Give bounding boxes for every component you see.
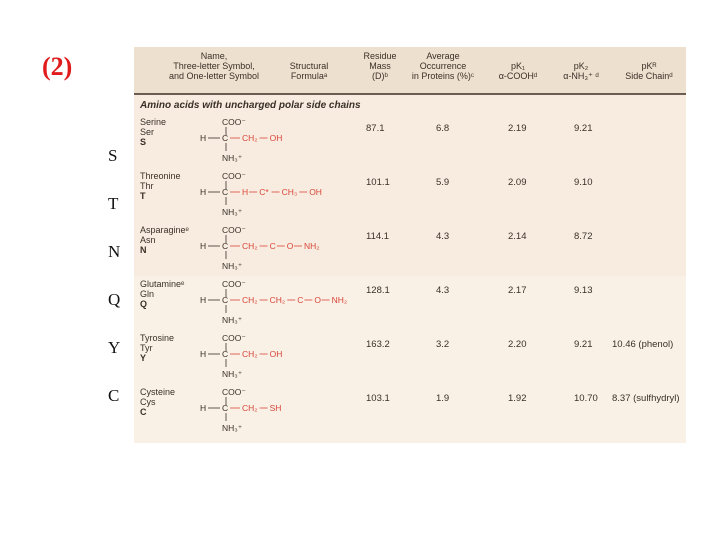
amino-group: NH₃⁺ [222, 315, 243, 325]
amino-acid-name [140, 225, 189, 255]
side-chain-atom: NH₂ [304, 241, 320, 251]
header-formula: Structural Formulaᵃ [289, 61, 329, 81]
full-name: Glutamineᵉ [140, 279, 185, 289]
pk2-value: 10.70 [574, 393, 598, 404]
side-chain-atom: OH [269, 349, 283, 359]
side-chain-atom: CH₂ [242, 241, 258, 251]
three-letter-symbol: Thr [140, 181, 154, 191]
one-letter-symbol: N [140, 245, 147, 255]
side-letter-s: S [108, 146, 118, 165]
side-chain-atom: C [269, 241, 276, 251]
structural-formula [200, 333, 350, 385]
table-row [134, 117, 686, 169]
side-letter-y: Y [108, 338, 121, 357]
amino-acid-table [134, 47, 686, 443]
side-chain-atom: OH [269, 133, 283, 143]
pk2-value: 9.21 [574, 123, 593, 134]
structural-formula [200, 171, 350, 223]
residue-mass: 128.1 [366, 285, 390, 296]
three-letter-symbol: Asn [140, 235, 156, 245]
side-chain-atom: CH₂ [242, 403, 258, 413]
average-occurrence: 5.9 [436, 177, 450, 188]
alpha-hydrogen: H [200, 295, 207, 305]
pk1-value: 2.17 [508, 285, 527, 296]
three-letter-symbol: Ser [140, 127, 155, 137]
amino-group: NH₃⁺ [222, 369, 243, 379]
amino-group: NH₃⁺ [222, 207, 243, 217]
one-letter-symbol: Q [140, 299, 148, 309]
pkr-value: 8.37 (sulfhydryl) [612, 393, 680, 404]
header-occurrence: Average Occurrence in Proteins (%)ᶜ [411, 51, 475, 81]
table-header [134, 47, 686, 93]
average-occurrence: 1.9 [436, 393, 450, 404]
amino-acid-name [140, 279, 184, 309]
amino-acid-name [140, 171, 181, 201]
alpha-carbon: C [222, 241, 229, 251]
pkr-value: 10.46 (phenol) [612, 339, 674, 350]
alpha-carbon: C [222, 187, 229, 197]
side-chain-atom: C [297, 295, 304, 305]
residue-mass: 87.1 [366, 123, 385, 134]
carboxylate-group: COO⁻ [222, 117, 246, 127]
side-chain-atom: CH₂ [242, 133, 258, 143]
side-chain-atom: O [314, 295, 322, 305]
side-chain-atom: CH₂ [242, 295, 258, 305]
amino-group: NH₃⁺ [222, 423, 243, 433]
header-mass: Residue Mass (D)ᵇ [363, 51, 397, 81]
table-row [134, 225, 686, 277]
average-occurrence: 4.3 [436, 285, 450, 296]
side-chain-atom: CH₂ [269, 295, 286, 305]
average-occurrence: 6.8 [436, 123, 450, 134]
pk1-value: 2.09 [508, 177, 527, 188]
slide-number: (2) [42, 52, 73, 81]
side-chain-atom: SH [269, 403, 282, 413]
amino-group: NH₃⁺ [222, 261, 243, 271]
alpha-hydrogen: H [200, 133, 207, 143]
side-letter-q: Q [108, 290, 121, 309]
side-letter-n: N [108, 242, 121, 261]
residue-mass: 103.1 [366, 393, 390, 404]
one-letter-symbol: Y [140, 353, 147, 363]
residue-mass: 163.2 [366, 339, 390, 350]
side-chain-atom: CH₂ [242, 349, 258, 359]
side-chain-atom: O [286, 241, 294, 251]
carboxylate-group: COO⁻ [222, 387, 246, 397]
full-name: Tyrosine [140, 333, 175, 343]
three-letter-symbol: Gln [140, 289, 155, 299]
amino-group: NH₃⁺ [222, 153, 243, 163]
pk1-value: 2.20 [508, 339, 527, 350]
carboxylate-group: COO⁻ [222, 279, 246, 289]
side-letter-t: T [108, 194, 119, 213]
side-letter-c: C [108, 386, 120, 405]
structural-formula [200, 387, 350, 439]
three-letter-symbol: Cys [140, 397, 156, 407]
header-rule [134, 93, 686, 95]
header-pkr: pKᴿ Side Chainᵈ [625, 61, 673, 81]
pk2-value: 9.10 [574, 177, 593, 188]
structural-formula [200, 117, 350, 169]
table-row [134, 171, 686, 223]
average-occurrence: 4.3 [436, 231, 450, 242]
pk2-value: 8.72 [574, 231, 593, 242]
residue-mass: 101.1 [366, 177, 390, 188]
pk2-value: 9.21 [574, 339, 593, 350]
header-name: Name, Three-letter Symbol, and One-letter Symbol [168, 51, 260, 81]
alpha-carbon: C [222, 295, 229, 305]
structural-formula [200, 279, 350, 331]
carboxylate-group: COO⁻ [222, 225, 246, 235]
carboxylate-group: COO⁻ [222, 333, 246, 343]
amino-acid-name [140, 333, 174, 363]
alpha-hydrogen: H [200, 403, 207, 413]
alpha-hydrogen: H [200, 349, 207, 359]
average-occurrence: 3.2 [436, 339, 450, 350]
side-chain-atom: C* [259, 187, 269, 197]
pk2-value: 9.13 [574, 285, 593, 296]
alpha-carbon: C [222, 133, 229, 143]
amino-acid-name [140, 117, 166, 147]
amino-acid-name [140, 387, 175, 417]
pk1-value: 1.92 [508, 393, 527, 404]
table-row [134, 333, 686, 385]
full-name: Cysteine [140, 387, 176, 397]
full-name: Threonine [140, 171, 181, 181]
side-chain-atom: CH₃ [281, 187, 298, 197]
alpha-hydrogen: H [200, 187, 207, 197]
structural-formula [200, 225, 350, 277]
header-pk2: pK₂ α-NH₃⁺ ᵈ [563, 61, 599, 81]
table-row [134, 387, 686, 439]
alpha-carbon: C [222, 349, 229, 359]
header-pk1: pK₁ α-COOHᵈ [498, 61, 538, 81]
side-chain-atom: OH [309, 187, 322, 197]
alpha-carbon: C [222, 403, 229, 413]
pk1-value: 2.14 [508, 231, 527, 242]
alpha-hydrogen: H [200, 241, 207, 251]
full-name: Serine [140, 117, 167, 127]
full-name: Asparagineᵉ [140, 225, 189, 235]
one-letter-symbol: C [140, 407, 147, 417]
pk1-value: 2.19 [508, 123, 527, 134]
section-title: Amino acids with uncharged polar side chains [140, 100, 361, 111]
side-chain-atom: H [242, 187, 249, 197]
three-letter-symbol: Tyr [140, 343, 153, 353]
residue-mass: 114.1 [366, 231, 390, 242]
one-letter-symbol: S [140, 137, 147, 147]
carboxylate-group: COO⁻ [222, 171, 246, 181]
table-row [134, 279, 686, 331]
one-letter-symbol: T [140, 191, 146, 201]
side-chain-atom: NH₂ [331, 295, 348, 305]
